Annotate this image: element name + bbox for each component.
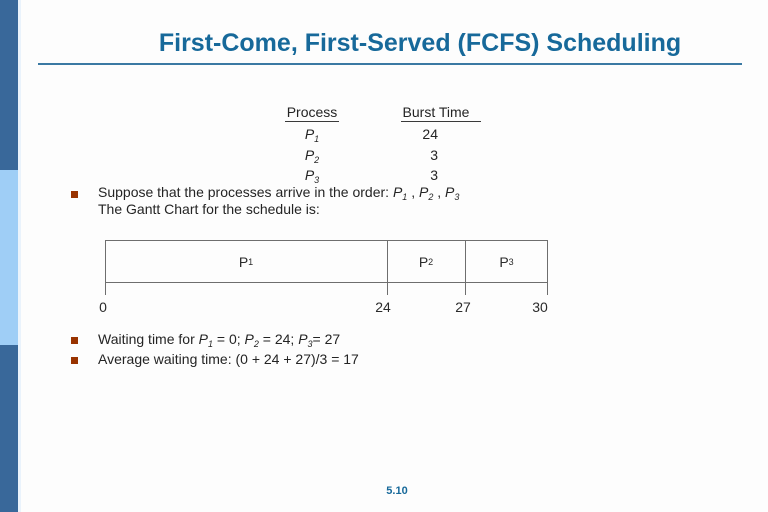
gantt-tick-label-0: 0 [99, 299, 107, 315]
bullet-3-text: Average waiting time: (0 + 24 + 27)/3 = 17 [98, 351, 359, 367]
table-row-process-p2 [262, 147, 362, 163]
bullet-1-p3: P [445, 184, 455, 200]
bullet-1-p2-sub: 2 [428, 192, 434, 202]
bullet-2-prefix: Waiting time for [98, 331, 199, 347]
gantt-tick-line-0 [105, 240, 106, 295]
process-p2-label: P [304, 147, 315, 163]
bullet-2-p1: P [198, 331, 208, 347]
process-p1-subscript: 1 [314, 134, 320, 144]
bullet-1-line2: The Gantt Chart for the schedule is: [98, 201, 320, 217]
bullet-1-p1: P [392, 184, 403, 200]
left-bar-light-middle [0, 170, 18, 345]
table-cell-burst-p3: 3 [430, 167, 438, 183]
gantt-segment-p2: P 2 [418, 253, 434, 270]
gantt-tick-label-27: 27 [455, 299, 471, 315]
bullet-1-text [98, 184, 459, 218]
gantt-p3-label: P [499, 253, 509, 270]
table-row-process-p3 [262, 167, 362, 183]
table-header-burst-time [391, 104, 491, 122]
table-header-process-label: Process [286, 104, 338, 120]
gantt-tick-label-24: 24 [375, 299, 391, 315]
left-bar-gap [18, 0, 21, 512]
gantt-chart [105, 240, 548, 283]
left-edge-bar [0, 0, 18, 512]
table-header-process [262, 104, 362, 122]
gantt-p1-label: P [238, 253, 249, 270]
bullet-square-3 [71, 357, 78, 364]
table-header-burst-time-label: Burst Time [401, 104, 482, 122]
bullet-2-p3: P [298, 331, 308, 347]
bullet-1-prefix: Suppose that the processes arrive in the order: [98, 184, 393, 200]
bullet-2-mid1: = 0; [212, 331, 245, 347]
bullet-2-p3-sub: 3 [307, 339, 313, 349]
title-underline [38, 63, 742, 65]
bullet-square-1 [71, 191, 78, 198]
left-bar-dark-top [0, 0, 18, 170]
bullet-square-2 [71, 337, 78, 344]
gantt-p2-label: P [418, 253, 429, 270]
bullet-2-mid2: = 24; [258, 331, 299, 347]
process-p1-label: P [304, 126, 315, 142]
bullet-1-sep-b: , [433, 184, 446, 200]
bullet-1-p1-sub: 1 [402, 192, 408, 202]
gantt-tick-line-30 [547, 240, 548, 295]
process-p2-subscript: 2 [314, 155, 320, 165]
gantt-segment-p3: P 3 [499, 253, 514, 270]
table-cell-burst-p1: 24 [422, 126, 438, 142]
bullet-1-p3-sub: 3 [454, 192, 460, 202]
process-p3-subscript: 3 [314, 175, 320, 185]
gantt-tick-label-30: 30 [532, 299, 548, 315]
bullet-2-p2-sub: 2 [253, 339, 259, 349]
gantt-tick-line-27 [465, 240, 466, 295]
left-bar-dark-bottom [0, 345, 18, 512]
bullet-2-p1-sub: 1 [207, 339, 213, 349]
page-number: 5.10 [386, 485, 408, 497]
bullet-1-line1 [98, 184, 459, 200]
table-row-process-p1 [262, 126, 362, 142]
bullet-1-sep-a: , [407, 184, 419, 200]
slide-title: First-Come, First-Served (FCFS) Scheduling [158, 29, 682, 57]
bullet-2-tail: = 27 [312, 331, 341, 347]
table-cell-burst-p2: 3 [430, 147, 438, 163]
gantt-segment-p1: P 1 [238, 253, 254, 270]
bullet-2-text [98, 331, 340, 348]
bullet-2-p2: P [244, 331, 254, 347]
process-p3-label: P [304, 167, 315, 183]
gantt-tick-line-24 [387, 240, 388, 295]
bullet-1-p2: P [418, 184, 429, 200]
